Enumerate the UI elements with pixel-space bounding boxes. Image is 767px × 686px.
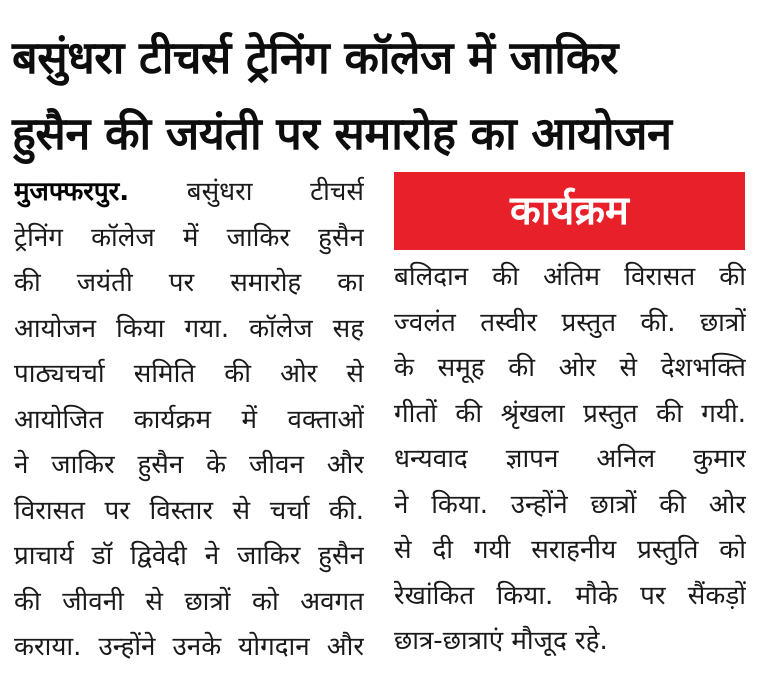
article-line: छात्र-छात्राएं मौजूद रहे.: [394, 626, 608, 656]
dateline: मुजफ्फरपुर.: [14, 177, 130, 207]
article-line: ने किया. उन्होंने छात्रों की ओर: [394, 489, 746, 520]
article-line: आयोजन किया गया. कॉलेज सह: [14, 313, 364, 344]
article-right-column: [394, 255, 746, 665]
article-line: धन्यवाद ज्ञापन अनिल कुमार: [394, 444, 746, 474]
article-line: से दी गयी सराहनीय प्रस्तुति को: [394, 535, 746, 565]
headline-line-2: हुसैन की जयंती पर समारोह का आयोजन: [12, 107, 672, 160]
article-line: गीतों की श्रृंखला प्रस्तुत की गयी.: [394, 398, 746, 429]
article-line: के समूह की ओर से देशभक्ति: [394, 353, 746, 383]
article-line: ट्रेनिंग कॉलेज में जाकिर हुसैन: [14, 222, 364, 253]
article-line: कराया. उन्होंने उनके योगदान और: [14, 632, 364, 662]
article-line: रेखांकित किया. मौके पर सैंकड़ों: [394, 580, 746, 611]
article-line: [14, 170, 364, 216]
article-line: ने जाकिर हुसैन के जीवन और: [14, 450, 364, 480]
article-left-column: [14, 170, 364, 671]
article-line: की जीवनी से छात्रों को अवगत: [14, 586, 364, 617]
article-text: बसुंधरा टीचर्स: [129, 177, 364, 207]
article-line: पाठ्यचर्चा समिति की ओर से: [14, 359, 364, 389]
headline-line-1: बसुंधरा टीचर्स ट्रेनिंग कॉलेज में जाकिर: [12, 31, 618, 84]
section-banner: कार्यक्रम: [394, 172, 745, 250]
article-line: विरासत पर विस्तार से चर्चा की.: [14, 495, 364, 526]
article-line: बलिदान की अंतिम विरासत की: [394, 262, 746, 292]
article-line: प्राचार्य डॉ द्विवेदी ने जाकिर हुसैन: [14, 541, 364, 571]
article-line: ज्वलंत तस्वीर प्रस्तुत की. छात्रों: [394, 307, 746, 338]
article-line: की जयंती पर समारोह का: [14, 268, 364, 298]
article-line: आयोजित कार्यक्रम में वक्ताओं: [14, 404, 364, 435]
